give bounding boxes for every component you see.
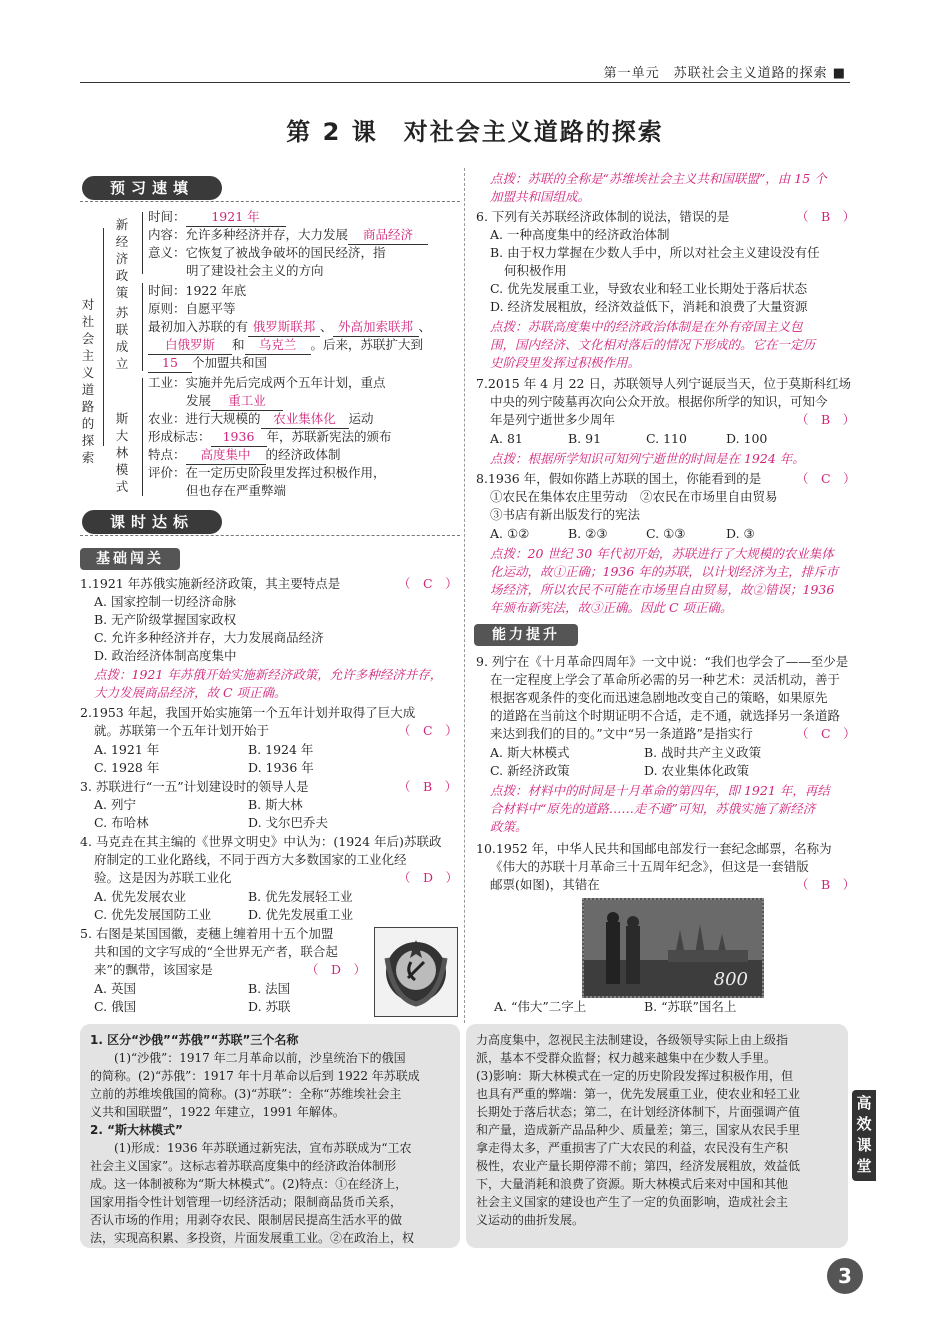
q1-answer: （ C ） <box>398 576 458 591</box>
q10-option-a: A. “伟大”二字上 <box>494 999 587 1014</box>
outline-root: 对社会主义道路的探索 <box>81 297 95 465</box>
q2-option-d: D. 1936 年 <box>248 760 314 775</box>
q4-answer: （ D ） <box>398 870 459 885</box>
summary-box-left <box>80 1024 460 1248</box>
q6-option-d: D. 经济发展粗放，经济效益低下，消耗和浪费了大量资源 <box>490 299 808 314</box>
summary-line: 义运动的曲折发展。 <box>476 1213 585 1227</box>
summary-line: 成。这一体制被称为“斯大林模式”。(2)特点：①在经济上， <box>90 1177 408 1191</box>
q2-option-b: B. 1924 年 <box>248 742 314 757</box>
q2-answer: （ C ） <box>398 723 458 738</box>
section-basic: 基础闯关 <box>80 548 180 570</box>
q6-note-3: 史阶段里发挥过积极作用。 <box>490 355 641 370</box>
summary-line: 义共和国联盟”，1922 年建立，1991 年解体。 <box>90 1105 345 1119</box>
q3-stem: 3. 苏联进行“一五”计划建设时的领导人是 <box>80 779 309 794</box>
q9-stem-5: 来达到我们的目的。”文中“另一条道路”是指实行 <box>490 726 753 741</box>
summary-line: 派，基本不受群众监督；权力越来越集中在少数人手里。 <box>476 1051 777 1065</box>
emblem-icon <box>375 928 457 1016</box>
summary-line: 法，实现高积累、多投资，片面发展重工业。②在政治上，权 <box>90 1231 415 1245</box>
q7-stem-2: 中央的列宁陵墓再次向公众开放。根据你所学的知识，可知今 <box>490 394 828 409</box>
q9-stem-4: 的道路在当前这个时期证明不合适，走不通，就选择另一条道路 <box>490 708 841 723</box>
summary-line: 力高度集中，忽视民主法制建设，各级领导实际上由上级指 <box>476 1033 789 1047</box>
q5-option-a: A. 英国 <box>94 981 136 996</box>
q4-stem-2: 府制定的工业化路线，不同于西方大多数国家的工业化经 <box>94 852 407 867</box>
q3-option-a: A. 列宁 <box>94 797 136 812</box>
q3-answer: （ B ） <box>398 779 458 794</box>
q9-stem-2: 在一定程度上学会了革命所必需的另一种艺术：灵活机动，善于 <box>490 672 841 687</box>
q10-stem-3: 邮票(如图)，其错在 <box>490 877 600 892</box>
q6-option-b-1: B. 由于权力掌握在少数人手中，所以对社会主义建设没有任 <box>490 245 820 260</box>
stalin-eval-2: 但也存在严重弊端 <box>186 483 287 498</box>
q6-note-1: 点拨：苏联高度集中的经济政治体制是在外有帝国主义包 <box>490 319 803 334</box>
q3-option-c: C. 布哈林 <box>94 815 149 830</box>
q9-note-1: 点拨：材料中的时间是十月革命的第四年，即 1921 年，再结 <box>490 783 830 798</box>
q6-option-a: A. 一种高度集中的经济政治体制 <box>490 227 670 242</box>
stamp-number: 800 <box>713 969 748 990</box>
summary-line: 社会主义国家”。这标志着苏联高度集中的经济政治体制形 <box>90 1159 397 1173</box>
summary-line: 立前的苏维埃俄国的简称。(3)“苏联”：全称“苏维埃社会主 <box>90 1087 402 1101</box>
preview-rule <box>80 201 460 202</box>
q5-note-1: 点拨：苏联的全称是“苏维埃社会主义共和国联盟”，由 15 个 <box>490 171 827 186</box>
q7-note: 点拨：根据所学知识可知列宁逝世的时间是在 1924 年。 <box>490 451 805 466</box>
outline-stalin-title: 斯大林模式 <box>115 411 129 494</box>
q9-note-3: 政策。 <box>490 819 528 834</box>
stalin-bracket <box>142 378 143 496</box>
q9-stem-3: 根据客观条件的变化而迅速急剧地改变自己的策略，如果原先 <box>490 690 828 705</box>
q6-stem: 6. 下列有关苏联经济政体制的说法，错误的是 <box>476 209 730 224</box>
q7-option-c: C. 110 <box>646 431 687 446</box>
q5-note-2: 加盟共和国组成。 <box>490 189 591 204</box>
q10-stem-2: 《伟大的苏联十月革命三十五周年纪念》，但这是一套错版 <box>490 859 809 874</box>
q4-option-d: D. 优先发展重工业 <box>248 907 354 922</box>
q7-stem-3: 年是列宁逝世多少周年 <box>490 412 616 427</box>
q9-option-b: B. 战时共产主义政策 <box>644 745 762 760</box>
summary-box-right <box>466 1024 848 1248</box>
stalin-eval-1: 评价：在一定历史阶段里发挥过积极作用， <box>148 465 386 480</box>
q6-option-c: C. 优先发展重工业，导致农业和轻工业长期处于落后状态 <box>490 281 808 296</box>
q4-option-b: B. 优先发展轻工业 <box>248 889 353 904</box>
q3-option-b: B. 斯大林 <box>248 797 303 812</box>
q8-note-1: 点拨：20 世纪 30 年代初开始，苏联进行了大规模的农业集体 <box>490 546 834 561</box>
q9-option-d: D. 农业集体化政策 <box>644 763 750 778</box>
ussr-expand: 15 个加盟共和国 <box>148 354 267 373</box>
nep-time: 时间： 1921 年 <box>148 208 286 227</box>
ussr-emblem-image <box>374 927 458 1017</box>
q1-stem: 1.1921 年苏俄实施新经济政策，其主要特点是 <box>80 576 341 591</box>
q6-note-2: 围，国内经济、文化相对落后的情况下形成的。它在一定历 <box>490 337 816 352</box>
q4-option-c: C. 优先发展国防工业 <box>94 907 212 922</box>
q1-option-c: C. 允许多种经济并存，大力发展商品经济 <box>94 630 324 645</box>
q8-stem: 8.1936 年，假如你踏上苏联的国土，你能看到的是 <box>476 471 762 486</box>
q8-item-1: ①农民在集体农庄里劳动 ②农民在市场里自由贸易 <box>490 489 778 504</box>
q5-option-b: B. 法国 <box>248 981 291 996</box>
q2-option-a: A. 1921 年 <box>94 742 160 757</box>
q5-stem-3: 来”的飘带，该国家是 <box>94 962 213 977</box>
lesson-title: 第 2 课 对社会主义道路的探索 <box>286 118 664 146</box>
page-number: 3 <box>827 1258 863 1294</box>
q9-note-2: 合材料中“原先的道路……走不通”可知，苏俄实施了新经济 <box>490 801 816 816</box>
q7-option-b: B. 91 <box>568 431 602 446</box>
q4-option-a: A. 优先发展农业 <box>94 889 186 904</box>
q2-option-c: C. 1928 年 <box>94 760 160 775</box>
outline-nep-title: 新经济政策 <box>115 217 129 300</box>
q4-stem-3: 验。这是因为苏联工业化 <box>94 870 232 885</box>
summary-line: 否认市场的作用；用剥夺农民、限制居民提高生活水平的做 <box>90 1213 403 1227</box>
q8-note-3: 场经济，所以农民不可能在市场里自由贸易，故②错误；1936 <box>490 582 835 597</box>
q5-answer: （ D ） <box>306 962 367 977</box>
summary-line: 和产量，造成新产品品种少、质量差；第三，国家从农民手里 <box>476 1123 801 1137</box>
q9-option-c: C. 新经济政策 <box>490 763 570 778</box>
q1-option-a: A. 国家控制一切经济命脉 <box>94 594 236 609</box>
side-tab: 高效课堂 <box>852 1090 876 1181</box>
stamp-image <box>582 898 764 998</box>
q8-note-4: 年颁布新宪法，故③正确。因此 C 项正确。 <box>490 600 733 615</box>
q10-stem-1: 10.1952 年，中华人民共和国邮电部发行一套纪念邮票，名称为 <box>476 841 832 856</box>
summary-line: 长期处于落后状态；第二，在计划经济体制下，片面强调产值 <box>476 1105 801 1119</box>
q8-option-b: B. ②③ <box>568 526 608 541</box>
q9-stem-1: 9. 列宁在《十月革命四周年》一文中说：“我们也学会了——至少是 <box>476 654 849 669</box>
q10-answer: （ B ） <box>796 877 856 892</box>
stalin-industry-2: 发展 重工业 <box>186 392 283 411</box>
section-practice: 课时达标 <box>82 510 222 534</box>
ussr-time: 时间：1922 年底 <box>148 283 247 298</box>
q7-answer: （ B ） <box>796 412 856 427</box>
summary-line: 极性，农业产量长期停滞不前；第四，经济发展粗放，效益低 <box>476 1159 801 1173</box>
summary-line: (1)形成：1936 年苏联通过新宪法，宣布苏联成为“工农 <box>90 1141 412 1155</box>
q1-note-1: 点拨：1921 年苏俄开始实施新经济政策，允许多种经济并存， <box>94 667 443 682</box>
q5-option-d: D. 苏联 <box>248 999 291 1014</box>
q5-option-c: C. 俄国 <box>94 999 137 1014</box>
outline-ussr-title: 苏联成立 <box>115 305 129 371</box>
q8-answer: （ C ） <box>796 471 856 486</box>
practice-rule <box>80 535 460 536</box>
q6-option-b-2: 何积极作用 <box>504 263 567 278</box>
q2-stem-2: 就。苏联第一个五年计划开始于 <box>94 723 270 738</box>
summary-line: (3)影响：斯大林模式在一定的历史阶段发挥过积极作用，但 <box>476 1069 794 1083</box>
column-divider <box>464 168 465 1023</box>
stalin-industry-1: 工业：实施并先后完成两个五年计划，重点 <box>148 375 386 390</box>
q7-option-a: A. 81 <box>490 431 523 446</box>
q8-option-c: C. ①③ <box>646 526 686 541</box>
running-header-text: 第一单元 苏联社会主义道路的探索 ■ <box>603 66 846 81</box>
summary-line: 社会主义国家的建设也产生了一定的负面影响，造成社会主 <box>476 1195 789 1209</box>
summary-heading-1: 1. 区分“沙俄”“苏俄”“苏联”三个名称 <box>90 1033 299 1047</box>
q8-item-2: ③书店有新出版发行的宪法 <box>490 507 641 522</box>
summary-line: 也具有严重的弊端：第一，优先发展重工业，使农业和轻工业 <box>476 1087 801 1101</box>
q4-stem-1: 4. 马克垚在其主编的《世界文明史》中认为：(1924 年后)苏联政 <box>80 834 442 849</box>
q7-stem-1: 7.2015 年 4 月 22 日，苏联领导人列宁诞辰当天，位于莫斯科红场 <box>476 376 851 391</box>
q9-answer: （ C ） <box>796 726 856 741</box>
q7-option-d: D. 100 <box>726 431 768 446</box>
summary-line: (1)“沙俄”：1917 年二月革命以前，沙皇统治下的俄国 <box>90 1051 406 1065</box>
summary-heading-2: 2. “斯大林模式” <box>90 1123 183 1137</box>
ussr-principle: 原则：自愿平等 <box>148 301 236 316</box>
q8-option-d: D. ③ <box>726 526 755 541</box>
nep-bracket <box>142 212 143 274</box>
section-ability: 能力提升 <box>474 624 578 646</box>
q3-option-d: D. 戈尔巴乔夫 <box>248 815 329 830</box>
nep-meaning-2: 明了建设社会主义的方向 <box>186 263 324 278</box>
q6-answer: （ B ） <box>796 209 856 224</box>
q1-option-d: D. 政治经济体制高度集中 <box>94 648 237 663</box>
summary-line: 的简称。(2)“苏俄”：1917 年十月革命以后到 1922 年苏联成 <box>90 1069 420 1083</box>
stalin-agriculture: 农业：进行大规模的 农业集体化 运动 <box>148 410 374 429</box>
nep-meaning-1: 意义：它恢复了被战争破坏的国民经济，指 <box>148 245 386 260</box>
ussr-members-2: 白俄罗斯 和 乌克兰 。后来，苏联扩大到 <box>148 336 423 355</box>
stalin-formation: 形成标志： 1936 年，苏联新宪法的颁布 <box>148 428 392 447</box>
q9-option-a: A. 斯大林模式 <box>490 745 570 760</box>
ussr-members: 最初加入苏联的有 俄罗斯联邦 、 外高加索联邦 、 <box>148 318 431 337</box>
root-bracket <box>103 228 104 446</box>
running-header <box>80 60 850 83</box>
q5-stem-1: 5. 右图是某国国徽，麦穗上缠着用十五个加盟 <box>80 926 334 941</box>
q2-stem-1: 2.1953 年起，我国开始实施第一个五年计划并取得了巨大成 <box>80 705 416 720</box>
q8-option-a: A. ①② <box>490 526 530 541</box>
stalin-feature: 特点： 高度集中 的经济政体制 <box>148 446 341 465</box>
q8-note-2: 化运动，故①正确；1936 年的苏联，以计划经济为主，排斥市 <box>490 564 839 579</box>
nep-content: 内容：允许多种经济并存，大力发展 商品经济 <box>148 226 428 245</box>
summary-line: 拿走得太多，严重损害了广大农民的利益，农民没有生产积 <box>476 1141 789 1155</box>
q1-note-2: 大力发展商品经济，故 C 项正确。 <box>94 685 287 700</box>
q5-stem-2: 共和国的文字写成的“全世界无产者，联合起 <box>94 944 338 959</box>
q1-option-b: B. 无产阶级掌握国家政权 <box>94 612 237 627</box>
summary-line: 国家用指令性计划管理一切经济活动；限制商品货币关系， <box>90 1195 403 1209</box>
q10-option-b: B. “苏联”国名上 <box>644 999 737 1014</box>
summary-line: 下，大量消耗和浪费了资源。斯大林模式后来对中国和其他 <box>476 1177 789 1191</box>
section-preview: 预习速填 <box>82 176 222 200</box>
ussr-bracket <box>142 283 143 371</box>
